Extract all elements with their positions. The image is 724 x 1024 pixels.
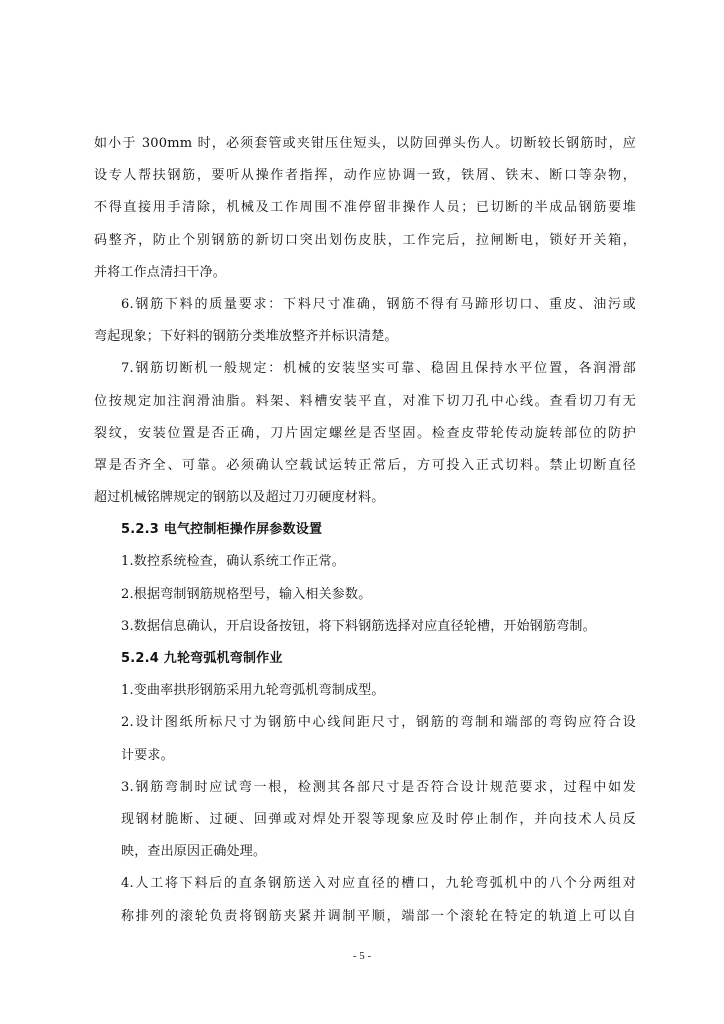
list-item: 1.变曲率拱形钢筋采用九轮弯弧机弯制成型。: [121, 683, 385, 699]
text-line: 2.设计图纸所标尺寸为钢筋中心线间距尺寸，钢筋的弯制和端部的弯钩应符合设: [121, 715, 636, 731]
document-body: [94, 134, 636, 939]
page-number: - 5 -: [352, 950, 372, 962]
text-line: 位按规定加注润滑油脂。料架、料槽安装平直，对准下切刀孔中心线。查看切刀有无: [94, 393, 636, 409]
text-line: 6.钢筋下料的质量要求：下料尺寸准确，钢筋不得有马蹄形切口、重皮、油污或: [121, 296, 636, 312]
text-line: 裂纹，安装位置是否正确，刀片固定螺丝是否坚固。检查皮带轮传动旋转部位的防护: [94, 425, 636, 441]
list-item: 1.数控系统检查，确认系统工作正常。: [121, 554, 346, 570]
text-line: 超过机械铭牌规定的钢筋以及超过刀刃硬度材料。: [94, 490, 385, 506]
list-item: 2.根据弯制钢筋规格型号，输入相关参数。: [121, 586, 372, 602]
list-item: [94, 778, 636, 862]
text-line: 4.人工将下料后的直条钢筋送入对应直径的槽口，九轮弯弧机中的八个分两组对: [121, 876, 636, 892]
text-line: 弯起现象；下好料的钢筋分类堆放整齐并标识清楚。: [94, 329, 398, 345]
text-line: 映，查出原因正确处理。: [121, 844, 267, 860]
section-heading-5-2-4: 5.2.4 九轮弯弧机弯制作业: [121, 651, 283, 666]
paragraph-cutting-safety: [94, 134, 636, 283]
text-line: 计要求。: [121, 747, 174, 763]
text-line: 罩是否齐全、可靠。必须确认空载试运转正常后，方可投入正式切料。禁止切断直径: [94, 457, 636, 473]
section-heading-5-2-3: 5.2.3 电气控制柜操作屏参数设置: [121, 522, 323, 538]
list-item: [94, 713, 636, 765]
text-line: 如小于 300mm 时，必须套管或夹钳压住短头，以防回弹头伤人。切断较长钢筋时，应: [94, 136, 636, 151]
paragraph-item-7: [94, 359, 636, 508]
paragraph-item-6: [94, 295, 636, 347]
text-line: 不得直接用手清除，机械及工作周围不准停留非操作人员；已切断的半成品钢筋要堆: [94, 200, 636, 216]
text-line: 称排列的滚轮负责将钢筋夹紧并调制平顺，端部一个滚轮在特定的轨道上可以自: [121, 908, 636, 924]
list-item: [94, 874, 636, 926]
text-line: 3.钢筋弯制时应试弯一根，检测其各部尺寸是否符合设计规范要求，过程中如发: [121, 779, 636, 795]
text-line: 现钢材脆断、过硬、回弹或对焊处开裂等现象应及时停止制作，并向技术人员反: [121, 811, 636, 827]
text-line: 7.钢筋切断机一般规定：机械的安装坚实可靠、稳固且保持水平位置，各润滑部: [121, 361, 636, 377]
list-item: 3.数据信息确认，开启设备按钮，将下料钢筋选择对应直径轮槽，开始钢筋弯制。: [121, 618, 596, 634]
text-line: 码整齐，防止个别钢筋的新切口突出划伤皮肤，工作完后，拉闸断电，锁好开关箱，: [94, 232, 636, 248]
text-line: 设专人帮扶钢筋，要听从操作者指挥，动作应协调一致，铁屑、铁末、断口等杂物，: [94, 168, 636, 184]
text-line: 并将工作点清扫干净。: [94, 264, 227, 280]
